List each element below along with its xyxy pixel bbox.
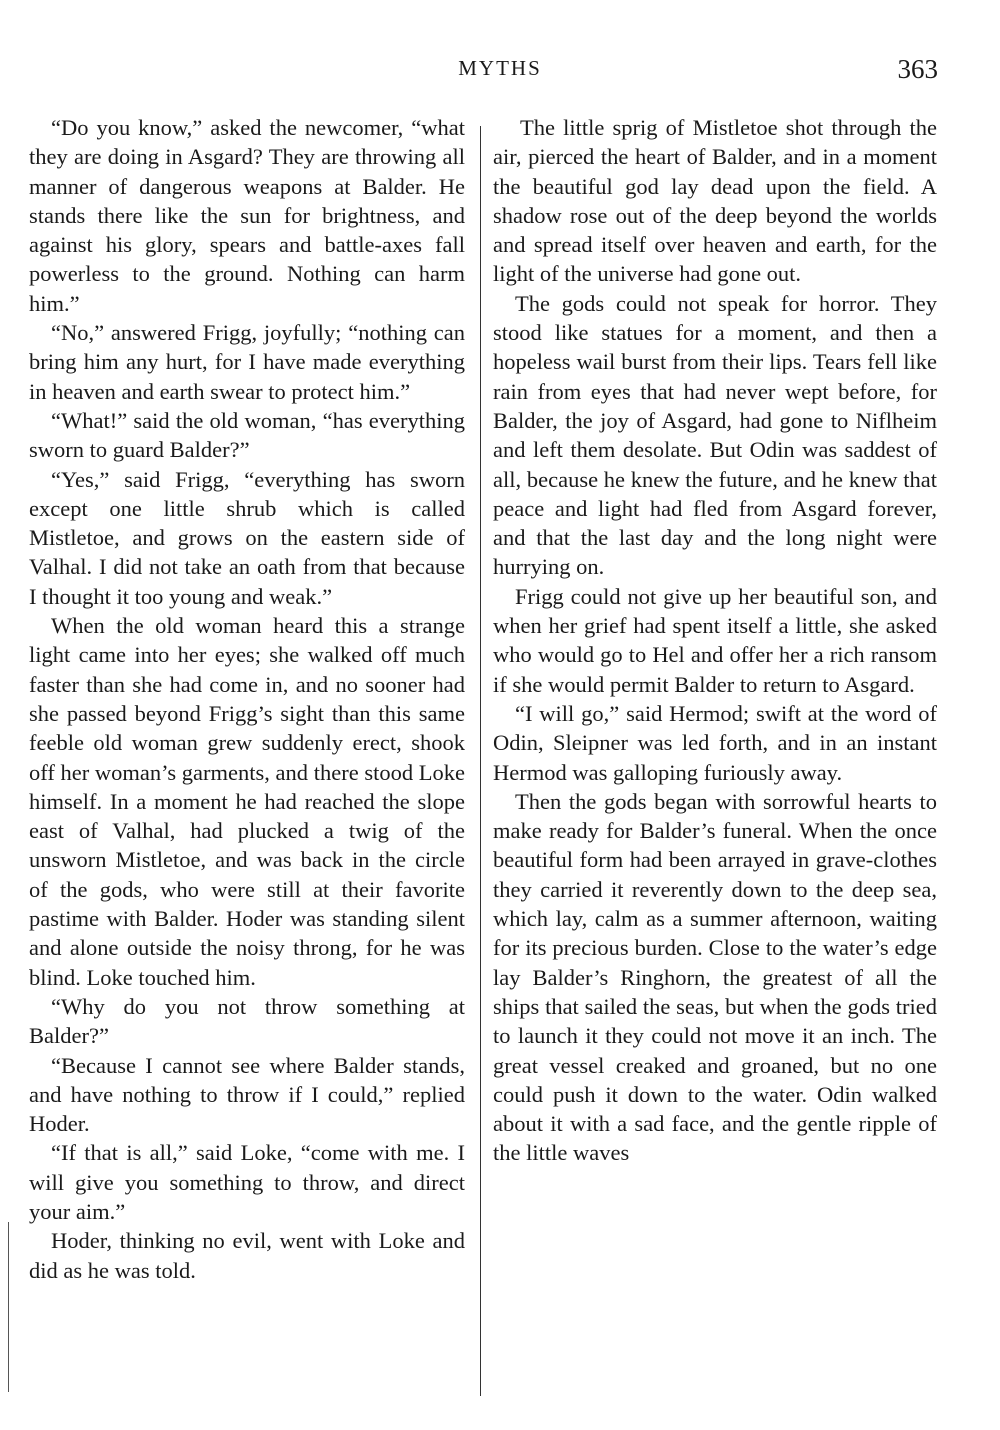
paragraph: “What!” said the old woman, “has everything sworn to guard Balder?”	[29, 407, 465, 463]
page-number: 363	[897, 54, 938, 84]
paragraph: Then the gods began with sorrowful hearts to make ready for Balder’s funeral. When the once beautiful form had been arrayed in grave-clothes they carried it reverently down to the deep sea, which lay, calm as a summer afternoon, waiting for its precious burden. Close to the water’s edge lay Balder’s Ringhorn, the greatest of all the ships that sailed the seas, but when the gods tried to launch it they could not move it an inch. The great vessel creaked and groaned, but no one could push it down to the water. Odin walked about it with a sad face, and the gentle ripple of the little waves	[493, 788, 937, 1166]
paragraph: “If that is all,” said Loke, “come with me. I will give you something to throw, and direct your aim.”	[29, 1140, 465, 1224]
paragraph: “Because I cannot see where Balder stands, and have nothing to throw if I could,” replied Hoder.	[29, 1052, 465, 1137]
paragraph: When the old woman heard this a strange light came into her eyes; she walked off much faster than she had come in, and no sooner had she passed beyond Frigg’s sight than this same feeble old woman grew suddenly erect, shook off her woman’s garments, and there stood Loke himself. In a moment he had reached the slope east of Valhal, had plucked a twig of the unsworn Mistletoe, and was back in the circle of the gods, who were still at their favorite pastime with Balder. Hoder was standing silent and alone outside the noisy throng, for he was blind. Loke touched him.	[29, 613, 465, 990]
paragraph: “I will go,” said Hermod; swift at the word of Odin, Sleipner was led forth, and in an instant Hermod was galloping furiously away.	[493, 700, 937, 785]
paragraph: The gods could not speak for horror. They stood like statues for a moment, and then a hopeless wail burst from their lips. Tears fell like rain from eyes that had never wept before, for Balder, the joy of Asgard, had gone to Niflheim and left them desolate. But Odin was saddest of all, because he knew the future, and he knew that peace and light had fled from Asgard forever, and that the last day and the long night were hurrying on.	[493, 290, 937, 580]
margin-scan-mark	[8, 1222, 9, 1392]
paragraph: The little sprig of Mistletoe shot through the air, pierced the heart of Balder, and in a moment the beautiful god lay dead upon the field. A shadow rose out of the deep beyond the worlds and spread itself over heaven and earth, for the light of the universe had gone out.	[493, 115, 937, 287]
paragraph: “Yes,” said Frigg, “everything has sworn except one little shrub which is called Mistletoe, and grows on the eastern side of Valhal. I did not take an oath from that because I thought it too young and weak.”	[29, 466, 465, 609]
running-header: MYTHS	[458, 56, 542, 80]
paragraph: Hoder, thinking no evil, went with Loke and did as he was told.	[29, 1228, 465, 1283]
paragraph: “Do you know,” asked the newcomer, “what they are doing in Asgard? They are throwing all manner of dangerous weapons at Balder. He stands there like the sun for brightness, and against his glory, spears and battle-axes fall powerless to the ground. Nothing can harm him.”	[29, 115, 465, 316]
right-column	[493, 113, 937, 1168]
paragraph: “No,” answered Frigg, joyfully; “nothing can bring him any hurt, for I have made everything in heaven and earth swear to protect him.”	[29, 320, 465, 404]
paragraph: Frigg could not give up her beautiful son, and when her grief had spent itself a little, she asked who would go to Hel and offer her a rich ransom if she would permit Balder to return to Asgard.	[493, 583, 937, 697]
left-column	[29, 113, 465, 1285]
paragraph: “Why do you not throw something at Balder?”	[29, 993, 465, 1049]
column-divider	[480, 126, 481, 1396]
